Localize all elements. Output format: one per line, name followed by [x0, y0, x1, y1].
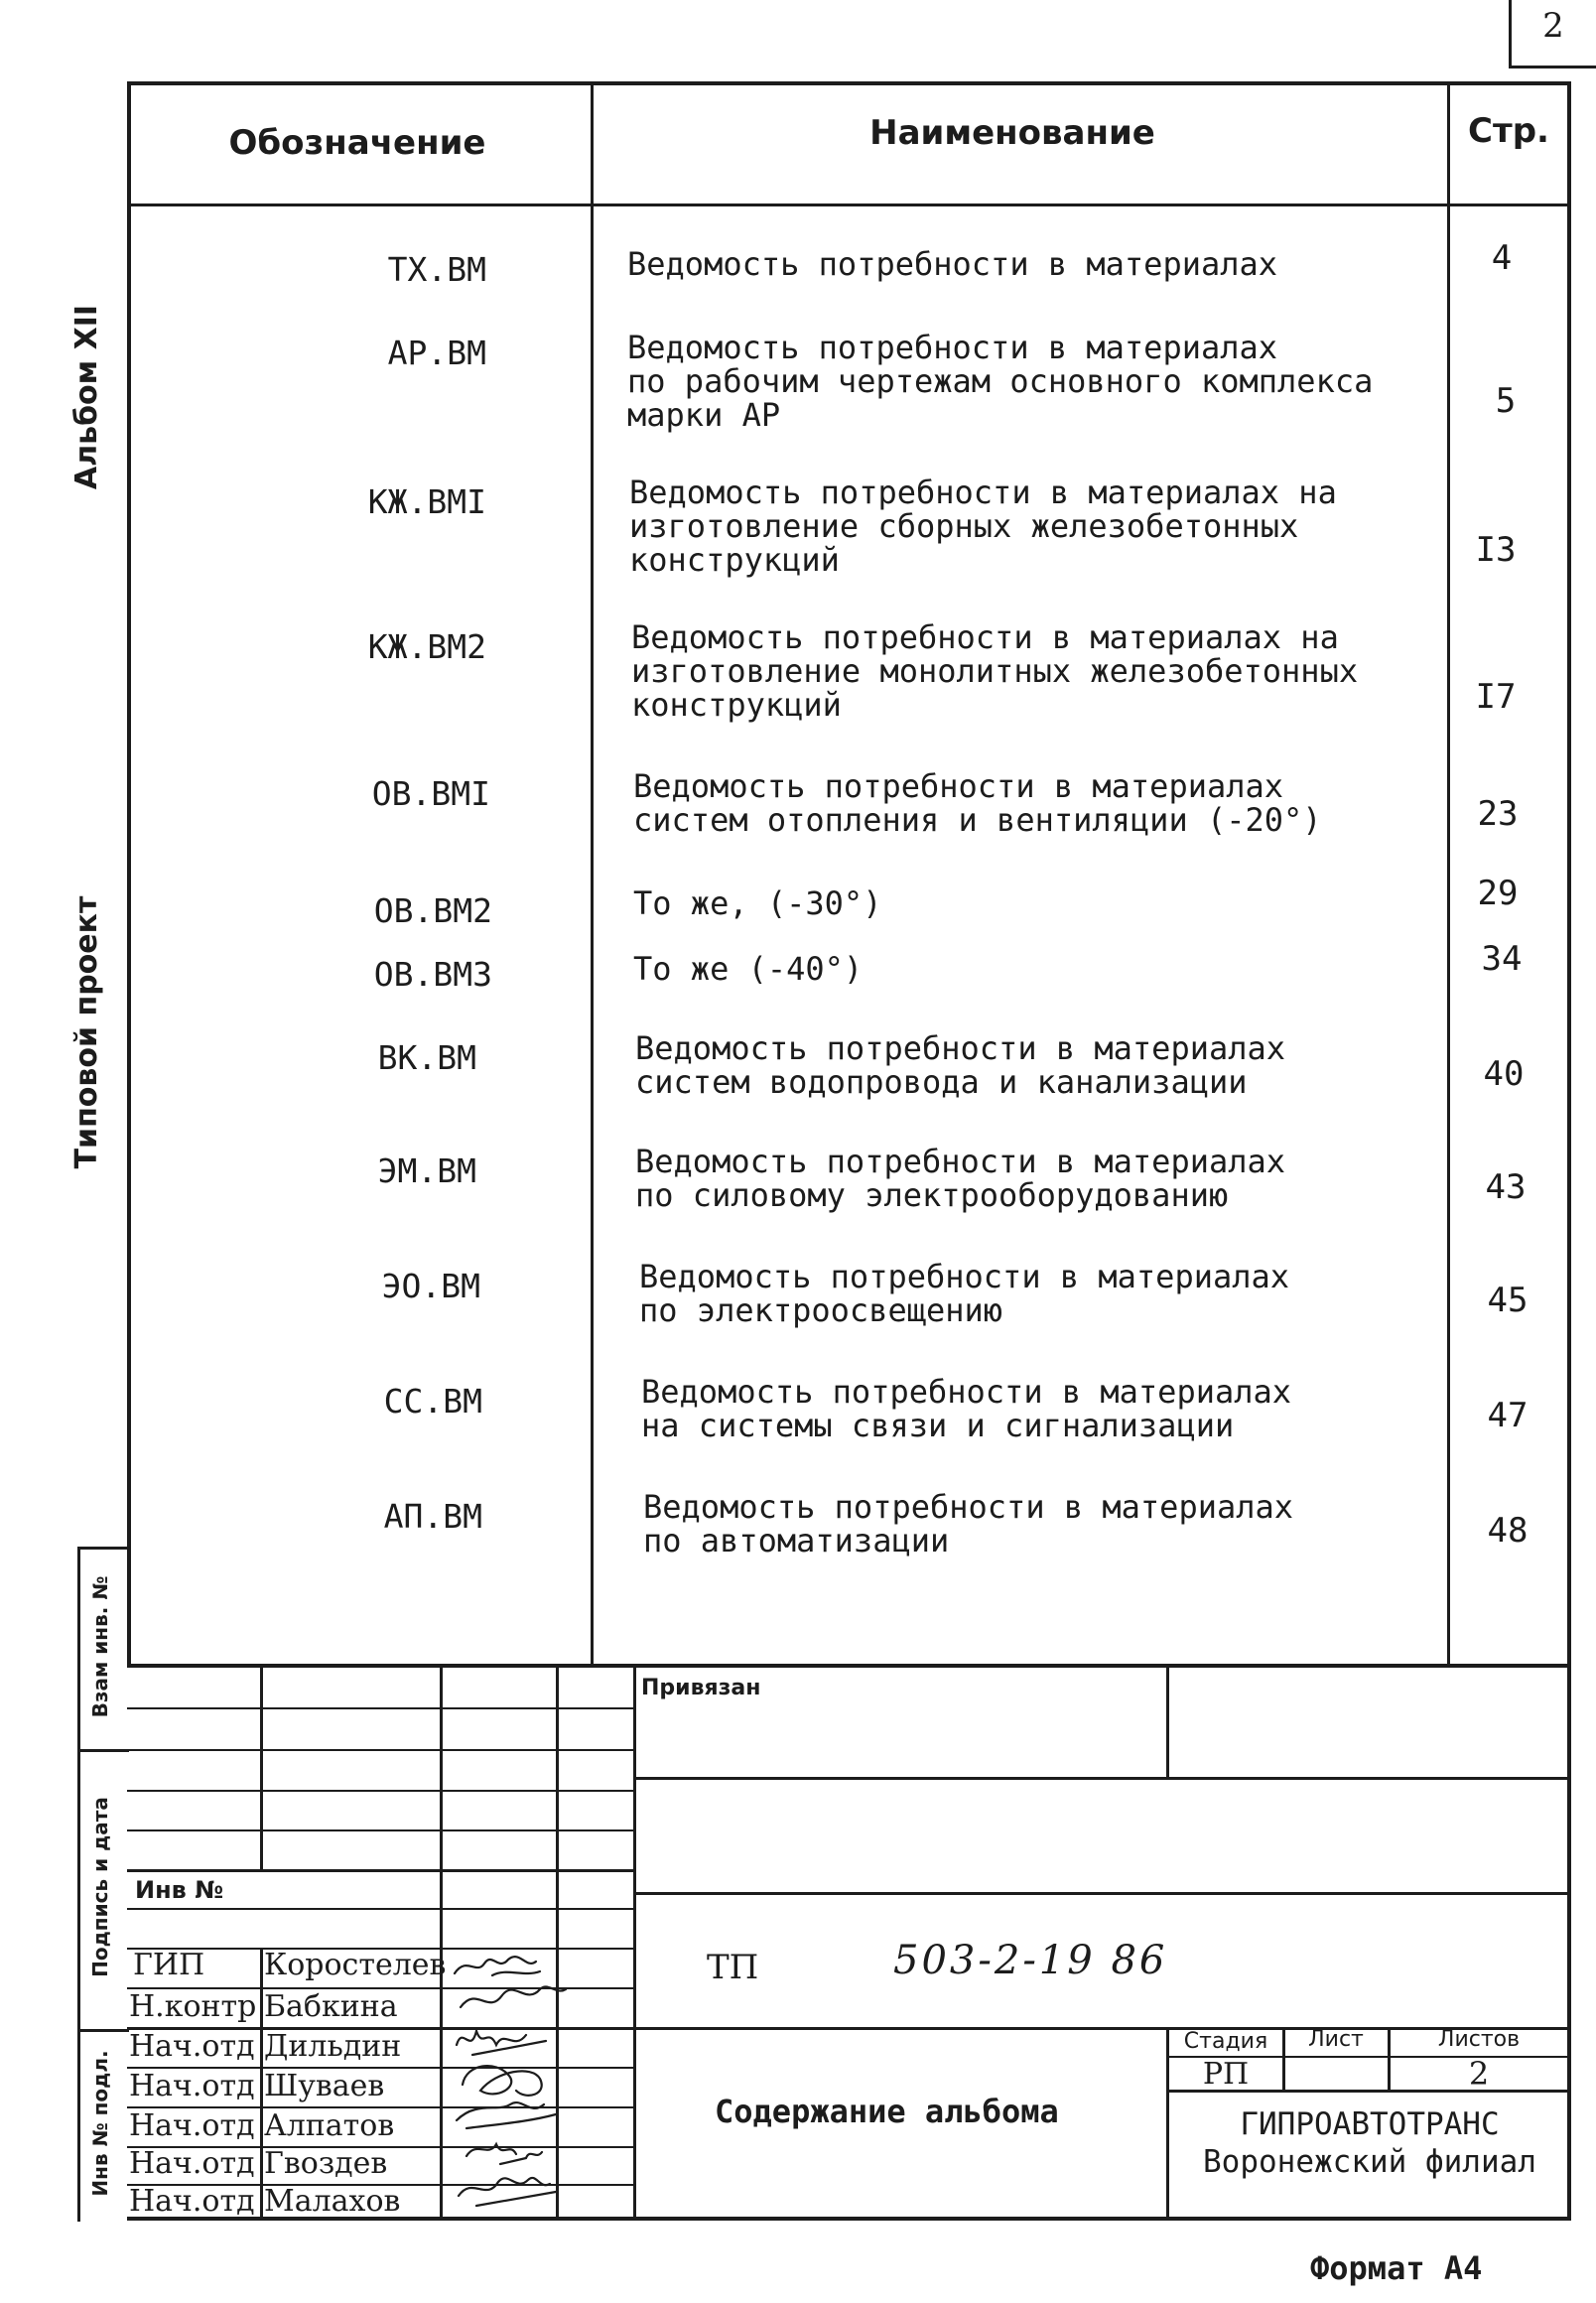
row-desc-line: Ведомость потребности в материалах	[635, 1143, 1286, 1180]
person-name: Гвоздев	[264, 2146, 388, 2181]
row-code: СС.ВМ	[383, 1382, 482, 1421]
row-desc-line: То же (-40°)	[633, 950, 864, 988]
format-label: Формат А4	[1310, 2249, 1483, 2287]
row-code: АР.ВМ	[387, 334, 486, 372]
row-code: КЖ.ВМ2	[367, 627, 486, 666]
row-desc-line: по рабочим чертежам основного комплекса	[627, 362, 1374, 400]
row-code: ЭО.ВМ	[381, 1267, 480, 1305]
person-name: Малахов	[264, 2184, 401, 2219]
row-desc-line: Ведомость потребности в материалах	[635, 1029, 1286, 1067]
person-role: Нач.отд	[129, 2029, 255, 2064]
row-desc-line: Ведомость потребности в материалах	[639, 1258, 1290, 1295]
row-desc-line: Ведомость потребности в материалах	[641, 1373, 1292, 1411]
org-branch: Воронежский филиал	[1203, 2144, 1536, 2180]
inv-podl-label: Инв № подл.	[88, 2050, 112, 2197]
person-role: Н.контр	[129, 1989, 257, 2024]
row-page: 29	[1477, 874, 1519, 913]
signatures-graphic	[437, 1946, 615, 2214]
row-page: 34	[1481, 939, 1523, 979]
row-desc-line: Ведомость потребности в материалах	[627, 245, 1278, 283]
row-desc-line: Ведомость потребности в материалах	[643, 1488, 1294, 1526]
sheets-value: 2	[1468, 2055, 1490, 2093]
row-code: ОВ.ВМI	[371, 774, 490, 813]
project-label: Типовой проект	[69, 895, 104, 1169]
row-page: 47	[1487, 1396, 1529, 1435]
row-desc-line: Ведомость потребности в материалах на	[629, 474, 1337, 511]
row-desc-line: конструкций	[631, 686, 842, 724]
sheets-label: Листов	[1437, 2027, 1521, 2052]
sheet-number: 2	[1542, 6, 1564, 46]
row-page: 23	[1477, 794, 1519, 834]
row-desc-line: систем водопровода и канализации	[635, 1063, 1248, 1101]
inv-no-label: Инв №	[135, 1876, 224, 1904]
person-role: Нач.отд	[129, 2146, 255, 2181]
vzam-inv-label: Взам инв. №	[88, 1575, 112, 1718]
row-desc-line: по автоматизации	[643, 1522, 950, 1559]
row-code: АП.ВМ	[383, 1497, 482, 1536]
header-name: Наименование	[869, 113, 1155, 153]
row-code: ТХ.ВМ	[387, 250, 486, 289]
person-role: Нач.отд	[129, 2184, 255, 2219]
sheet-title: Содержание альбома	[715, 2093, 1059, 2130]
row-page: 45	[1487, 1281, 1529, 1320]
header-designation: Обозначение	[228, 123, 486, 163]
privyazan-label: Привязан	[641, 1676, 761, 1700]
row-code: КЖ.ВМI	[367, 482, 486, 521]
row-code: ОВ.ВМ2	[373, 891, 492, 930]
row-page: 40	[1483, 1054, 1525, 1094]
row-desc-line: по силовому электрооборудованию	[635, 1176, 1229, 1214]
row-page: I7	[1475, 677, 1517, 717]
row-desc-line: То же, (-30°)	[633, 884, 882, 922]
podpis-data-label: Подпись и дата	[88, 1797, 112, 1977]
person-role: Нач.отд	[129, 2108, 255, 2143]
person-name: Шуваев	[264, 2069, 385, 2103]
row-code: ОВ.ВМ3	[373, 955, 492, 994]
tp-label: ТП	[707, 1948, 759, 1987]
row-desc-line: на системы связи и сигнализации	[641, 1407, 1235, 1444]
row-page: 48	[1487, 1511, 1529, 1551]
row-page: 4	[1491, 238, 1513, 278]
row-code: ВК.ВМ	[377, 1038, 476, 1077]
row-desc-line: изготовление сборных железобетонных	[629, 507, 1299, 545]
row-page: I3	[1475, 530, 1517, 570]
row-desc-line: марки АР	[627, 396, 781, 434]
person-role: Нач.отд	[129, 2069, 255, 2103]
row-desc-line: систем отопления и вентиляции (-20°)	[633, 801, 1322, 839]
row-desc-line: Ведомость потребности в материалах на	[631, 618, 1339, 656]
person-name: Алпатов	[264, 2108, 395, 2143]
album-label: Альбом XII	[69, 304, 104, 490]
stage-value: РП	[1202, 2057, 1250, 2092]
org-name: ГИПРОАВТОТРАНС	[1240, 2106, 1500, 2142]
doc-number: 503-2-19 86	[893, 1938, 1168, 1983]
sheet-label: Лист	[1308, 2027, 1364, 2052]
person-name: Бабкина	[264, 1989, 398, 2024]
person-name: Дильдин	[264, 2029, 402, 2064]
header-page: Стр.	[1468, 111, 1549, 151]
row-desc-line: Ведомость потребности в материалах	[633, 767, 1284, 805]
row-code: ЭМ.ВМ	[377, 1152, 476, 1190]
row-page: 5	[1495, 381, 1517, 421]
row-desc-line: конструкций	[629, 541, 840, 579]
person-name: Коростелев	[264, 1948, 447, 1982]
row-desc-line: изготовление монолитных железобетонных	[631, 652, 1359, 690]
row-desc-line: по электроосвещению	[639, 1291, 1003, 1329]
stage-label: Стадия	[1183, 2029, 1268, 2054]
person-role: ГИП	[133, 1948, 205, 1982]
row-page: 43	[1485, 1167, 1527, 1207]
row-desc-line: Ведомость потребности в материалах	[627, 329, 1278, 366]
